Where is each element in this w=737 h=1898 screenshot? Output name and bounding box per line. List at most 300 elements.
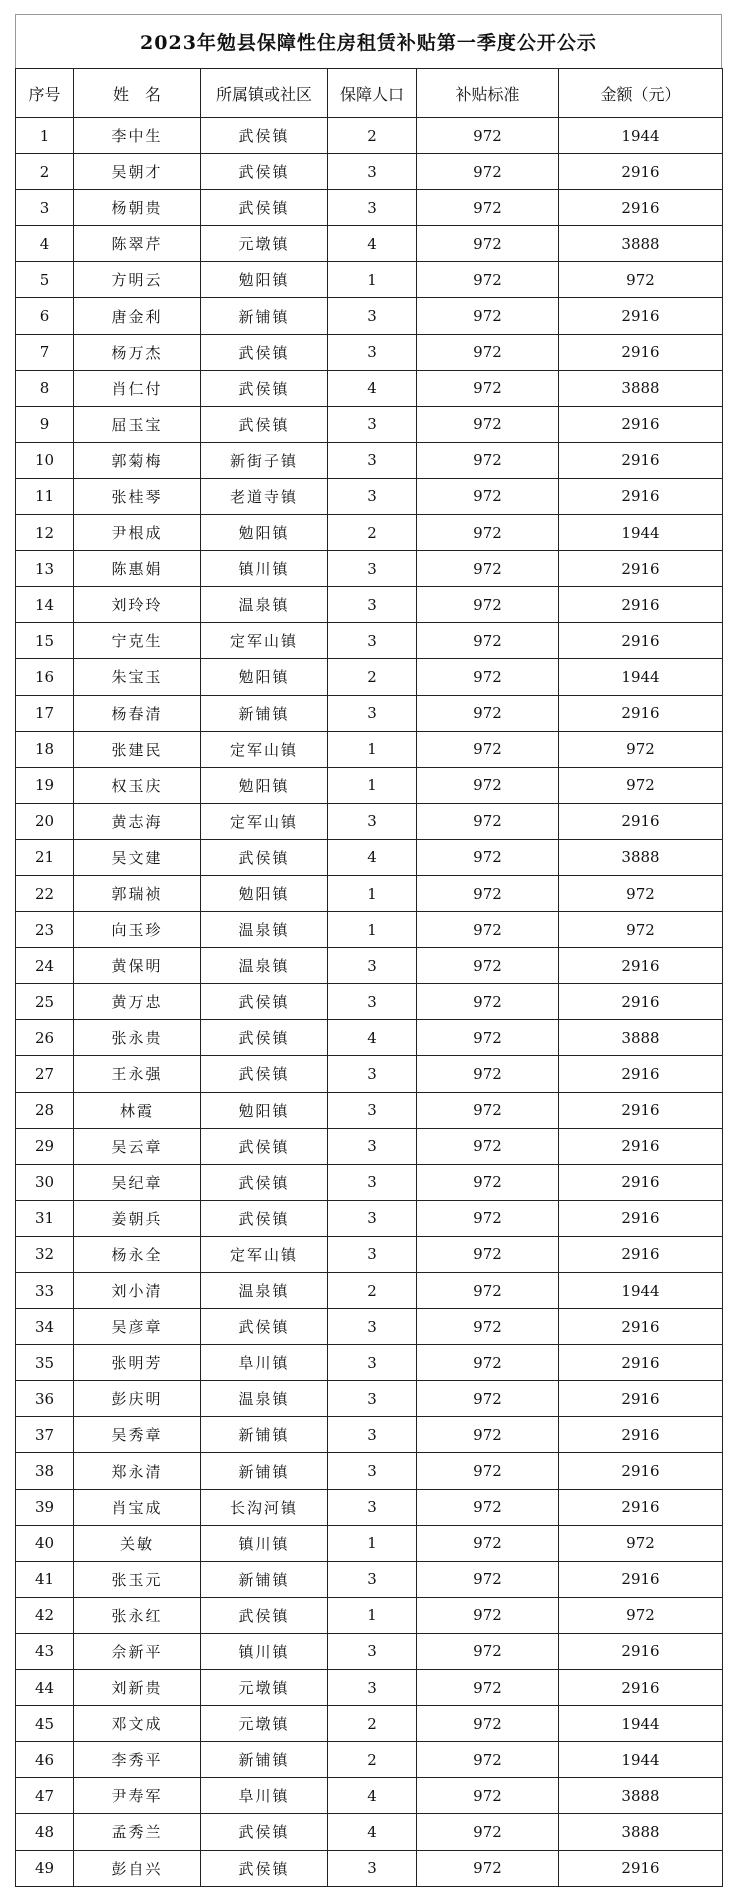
cell-people: 3 — [328, 1164, 417, 1200]
table-row — [16, 1309, 723, 1345]
cell-standard: 972 — [417, 1706, 559, 1742]
table-row — [16, 1597, 723, 1633]
cell-index: 42 — [16, 1597, 74, 1633]
cell-town: 武侯镇 — [201, 839, 328, 875]
cell-people: 3 — [328, 1633, 417, 1669]
table-row — [16, 1417, 723, 1453]
cell-amount: 972 — [559, 912, 723, 948]
cell-people: 3 — [328, 1092, 417, 1128]
table-row — [16, 1525, 723, 1561]
cell-standard: 972 — [417, 1597, 559, 1633]
cell-name: 陈翠芹 — [74, 226, 201, 262]
cell-town: 定军山镇 — [201, 731, 328, 767]
cell-town: 新铺镇 — [201, 298, 328, 334]
cell-people: 3 — [328, 551, 417, 587]
cell-town: 武侯镇 — [201, 118, 328, 154]
cell-standard: 972 — [417, 478, 559, 514]
cell-amount: 2916 — [559, 1417, 723, 1453]
table-row — [16, 226, 723, 262]
cell-town: 武侯镇 — [201, 190, 328, 226]
cell-standard: 972 — [417, 912, 559, 948]
cell-people: 3 — [328, 1381, 417, 1417]
cell-index: 40 — [16, 1525, 74, 1561]
cell-amount: 1944 — [559, 118, 723, 154]
cell-amount: 2916 — [559, 478, 723, 514]
cell-index: 9 — [16, 406, 74, 442]
cell-town: 温泉镇 — [201, 1381, 328, 1417]
cell-name: 张永红 — [74, 1597, 201, 1633]
table-row — [16, 1236, 723, 1272]
cell-standard: 972 — [417, 1092, 559, 1128]
cell-town: 长沟河镇 — [201, 1489, 328, 1525]
table-row — [16, 1850, 723, 1886]
cell-people: 2 — [328, 1273, 417, 1309]
cell-standard: 972 — [417, 1273, 559, 1309]
cell-town: 镇川镇 — [201, 1525, 328, 1561]
cell-amount: 2916 — [559, 1164, 723, 1200]
cell-amount: 2916 — [559, 298, 723, 334]
cell-people: 3 — [328, 984, 417, 1020]
cell-town: 勉阳镇 — [201, 659, 328, 695]
cell-name: 陈惠娟 — [74, 551, 201, 587]
cell-index: 28 — [16, 1092, 74, 1128]
table-row — [16, 948, 723, 984]
cell-amount: 2916 — [559, 1850, 723, 1886]
cell-index: 26 — [16, 1020, 74, 1056]
table-row — [16, 1345, 723, 1381]
cell-town: 温泉镇 — [201, 1273, 328, 1309]
table-row — [16, 875, 723, 911]
cell-standard: 972 — [417, 370, 559, 406]
cell-amount: 2916 — [559, 1345, 723, 1381]
cell-people: 3 — [328, 298, 417, 334]
cell-index: 45 — [16, 1706, 74, 1742]
cell-name: 黄志海 — [74, 803, 201, 839]
table-row — [16, 623, 723, 659]
table-row — [16, 1164, 723, 1200]
cell-people: 1 — [328, 1525, 417, 1561]
cell-people: 3 — [328, 154, 417, 190]
cell-name: 吴文建 — [74, 839, 201, 875]
cell-index: 12 — [16, 515, 74, 551]
cell-name: 刘玲玲 — [74, 587, 201, 623]
table-row — [16, 298, 723, 334]
cell-people: 4 — [328, 1814, 417, 1850]
cell-town: 新街子镇 — [201, 442, 328, 478]
cell-index: 47 — [16, 1778, 74, 1814]
cell-people: 2 — [328, 515, 417, 551]
cell-name: 李秀平 — [74, 1742, 201, 1778]
cell-index: 22 — [16, 875, 74, 911]
cell-index: 49 — [16, 1850, 74, 1886]
cell-amount: 2916 — [559, 587, 723, 623]
cell-standard: 972 — [417, 1164, 559, 1200]
cell-town: 武侯镇 — [201, 154, 328, 190]
cell-town: 镇川镇 — [201, 1633, 328, 1669]
cell-town: 勉阳镇 — [201, 767, 328, 803]
header-index: 序号 — [16, 69, 74, 118]
cell-amount: 2916 — [559, 1236, 723, 1272]
cell-standard: 972 — [417, 1345, 559, 1381]
cell-town: 镇川镇 — [201, 551, 328, 587]
cell-amount: 2916 — [559, 334, 723, 370]
cell-standard: 972 — [417, 1778, 559, 1814]
cell-index: 1 — [16, 118, 74, 154]
table-row — [16, 767, 723, 803]
cell-standard: 972 — [417, 1489, 559, 1525]
header-people: 保障人口 — [328, 69, 417, 118]
cell-people: 3 — [328, 406, 417, 442]
table-row — [16, 1273, 723, 1309]
cell-town: 阜川镇 — [201, 1778, 328, 1814]
cell-index: 5 — [16, 262, 74, 298]
cell-amount: 972 — [559, 1525, 723, 1561]
cell-amount: 3888 — [559, 1020, 723, 1056]
cell-town: 勉阳镇 — [201, 875, 328, 911]
cell-people: 3 — [328, 623, 417, 659]
cell-standard: 972 — [417, 1633, 559, 1669]
cell-index: 33 — [16, 1273, 74, 1309]
cell-town: 新铺镇 — [201, 695, 328, 731]
cell-index: 18 — [16, 731, 74, 767]
table-row — [16, 1561, 723, 1597]
cell-town: 武侯镇 — [201, 1128, 328, 1164]
cell-amount: 2916 — [559, 442, 723, 478]
cell-standard: 972 — [417, 1850, 559, 1886]
cell-name: 向玉珍 — [74, 912, 201, 948]
cell-name: 张明芳 — [74, 1345, 201, 1381]
cell-amount: 2916 — [559, 1489, 723, 1525]
cell-people: 2 — [328, 1706, 417, 1742]
cell-amount: 2916 — [559, 406, 723, 442]
cell-people: 1 — [328, 1597, 417, 1633]
cell-amount: 972 — [559, 262, 723, 298]
cell-standard: 972 — [417, 1453, 559, 1489]
cell-standard: 972 — [417, 1200, 559, 1236]
cell-name: 张桂琴 — [74, 478, 201, 514]
cell-town: 武侯镇 — [201, 1814, 328, 1850]
cell-index: 41 — [16, 1561, 74, 1597]
cell-standard: 972 — [417, 190, 559, 226]
cell-index: 24 — [16, 948, 74, 984]
cell-people: 1 — [328, 731, 417, 767]
cell-index: 43 — [16, 1633, 74, 1669]
cell-index: 8 — [16, 370, 74, 406]
cell-index: 6 — [16, 298, 74, 334]
cell-name: 吴云章 — [74, 1128, 201, 1164]
cell-town: 温泉镇 — [201, 948, 328, 984]
cell-standard: 972 — [417, 1742, 559, 1778]
table-row — [16, 912, 723, 948]
cell-standard: 972 — [417, 298, 559, 334]
cell-index: 4 — [16, 226, 74, 262]
cell-standard: 972 — [417, 875, 559, 911]
cell-standard: 972 — [417, 695, 559, 731]
cell-name: 权玉庆 — [74, 767, 201, 803]
cell-amount: 972 — [559, 875, 723, 911]
cell-name: 杨春清 — [74, 695, 201, 731]
cell-standard: 972 — [417, 515, 559, 551]
cell-standard: 972 — [417, 262, 559, 298]
table-row — [16, 1020, 723, 1056]
table-row — [16, 695, 723, 731]
table-row — [16, 1200, 723, 1236]
cell-standard: 972 — [417, 984, 559, 1020]
cell-amount: 2916 — [559, 695, 723, 731]
cell-people: 3 — [328, 948, 417, 984]
cell-standard: 972 — [417, 803, 559, 839]
table-row — [16, 370, 723, 406]
cell-name: 杨万杰 — [74, 334, 201, 370]
cell-people: 3 — [328, 1236, 417, 1272]
cell-amount: 3888 — [559, 226, 723, 262]
cell-town: 温泉镇 — [201, 587, 328, 623]
cell-index: 13 — [16, 551, 74, 587]
cell-index: 19 — [16, 767, 74, 803]
cell-standard: 972 — [417, 731, 559, 767]
cell-index: 16 — [16, 659, 74, 695]
cell-name: 尹寿军 — [74, 1778, 201, 1814]
cell-standard: 972 — [417, 226, 559, 262]
cell-name: 郑永清 — [74, 1453, 201, 1489]
cell-people: 3 — [328, 803, 417, 839]
cell-name: 郭瑞祯 — [74, 875, 201, 911]
cell-town: 武侯镇 — [201, 1164, 328, 1200]
table-row — [16, 1706, 723, 1742]
cell-standard: 972 — [417, 1561, 559, 1597]
table-row — [16, 1092, 723, 1128]
cell-town: 武侯镇 — [201, 1056, 328, 1092]
cell-standard: 972 — [417, 406, 559, 442]
cell-name: 黄保明 — [74, 948, 201, 984]
cell-name: 彭庆明 — [74, 1381, 201, 1417]
cell-standard: 972 — [417, 1381, 559, 1417]
cell-people: 3 — [328, 695, 417, 731]
cell-name: 邓文成 — [74, 1706, 201, 1742]
cell-amount: 2916 — [559, 154, 723, 190]
cell-name: 杨朝贵 — [74, 190, 201, 226]
cell-index: 34 — [16, 1309, 74, 1345]
cell-index: 25 — [16, 984, 74, 1020]
cell-standard: 972 — [417, 1020, 559, 1056]
cell-amount: 2916 — [559, 623, 723, 659]
cell-index: 39 — [16, 1489, 74, 1525]
table-row — [16, 406, 723, 442]
cell-town: 元墩镇 — [201, 226, 328, 262]
cell-town: 勉阳镇 — [201, 1092, 328, 1128]
table-row — [16, 515, 723, 551]
cell-name: 朱宝玉 — [74, 659, 201, 695]
cell-standard: 972 — [417, 767, 559, 803]
table-row — [16, 118, 723, 154]
header-name: 姓 名 — [74, 69, 201, 118]
cell-amount: 972 — [559, 731, 723, 767]
cell-town: 元墩镇 — [201, 1706, 328, 1742]
cell-index: 44 — [16, 1670, 74, 1706]
cell-name: 郭菊梅 — [74, 442, 201, 478]
cell-town: 新铺镇 — [201, 1417, 328, 1453]
cell-town: 武侯镇 — [201, 1309, 328, 1345]
cell-amount: 2916 — [559, 1200, 723, 1236]
cell-town: 定军山镇 — [201, 623, 328, 659]
cell-name: 杨永全 — [74, 1236, 201, 1272]
cell-town: 定军山镇 — [201, 803, 328, 839]
cell-name: 刘新贵 — [74, 1670, 201, 1706]
cell-name: 尹根成 — [74, 515, 201, 551]
cell-standard: 972 — [417, 551, 559, 587]
cell-town: 元墩镇 — [201, 1670, 328, 1706]
cell-index: 20 — [16, 803, 74, 839]
cell-people: 3 — [328, 1670, 417, 1706]
cell-people: 3 — [328, 1850, 417, 1886]
table-row — [16, 731, 723, 767]
table-row — [16, 1381, 723, 1417]
table-row — [16, 587, 723, 623]
cell-town: 武侯镇 — [201, 370, 328, 406]
cell-people: 3 — [328, 478, 417, 514]
cell-amount: 2916 — [559, 1561, 723, 1597]
subsidy-table — [15, 68, 723, 1887]
cell-name: 吴秀章 — [74, 1417, 201, 1453]
cell-standard: 972 — [417, 118, 559, 154]
cell-name: 林霞 — [74, 1092, 201, 1128]
cell-town: 武侯镇 — [201, 1020, 328, 1056]
table-row — [16, 984, 723, 1020]
table-row — [16, 1814, 723, 1850]
cell-name: 吴朝才 — [74, 154, 201, 190]
cell-index: 7 — [16, 334, 74, 370]
header-standard: 补贴标准 — [417, 69, 559, 118]
cell-name: 张永贵 — [74, 1020, 201, 1056]
cell-standard: 972 — [417, 1309, 559, 1345]
table-row — [16, 1633, 723, 1669]
table-row — [16, 839, 723, 875]
table-row — [16, 551, 723, 587]
cell-people: 1 — [328, 875, 417, 911]
cell-town: 武侯镇 — [201, 984, 328, 1020]
cell-people: 4 — [328, 1020, 417, 1056]
cell-people: 1 — [328, 767, 417, 803]
cell-name: 黄万忠 — [74, 984, 201, 1020]
cell-town: 武侯镇 — [201, 1597, 328, 1633]
cell-town: 新铺镇 — [201, 1561, 328, 1597]
cell-index: 11 — [16, 478, 74, 514]
cell-standard: 972 — [417, 1670, 559, 1706]
cell-people: 4 — [328, 226, 417, 262]
cell-town: 温泉镇 — [201, 912, 328, 948]
cell-people: 3 — [328, 190, 417, 226]
cell-people: 3 — [328, 1200, 417, 1236]
cell-amount: 2916 — [559, 190, 723, 226]
cell-people: 2 — [328, 1742, 417, 1778]
table-row — [16, 442, 723, 478]
cell-index: 38 — [16, 1453, 74, 1489]
cell-people: 2 — [328, 118, 417, 154]
cell-town: 勉阳镇 — [201, 262, 328, 298]
cell-name: 吴彦章 — [74, 1309, 201, 1345]
cell-amount: 3888 — [559, 1778, 723, 1814]
cell-people: 3 — [328, 1128, 417, 1164]
cell-people: 3 — [328, 1561, 417, 1597]
cell-amount: 2916 — [559, 551, 723, 587]
cell-people: 3 — [328, 1056, 417, 1092]
cell-people: 3 — [328, 442, 417, 478]
cell-index: 35 — [16, 1345, 74, 1381]
cell-index: 10 — [16, 442, 74, 478]
cell-name: 姜朝兵 — [74, 1200, 201, 1236]
cell-town: 新铺镇 — [201, 1453, 328, 1489]
cell-amount: 1944 — [559, 515, 723, 551]
cell-name: 彭自兴 — [74, 1850, 201, 1886]
cell-amount: 3888 — [559, 1814, 723, 1850]
cell-town: 阜川镇 — [201, 1345, 328, 1381]
cell-index: 27 — [16, 1056, 74, 1092]
cell-people: 4 — [328, 839, 417, 875]
table-header-row — [16, 69, 723, 118]
header-amount: 金额（元） — [559, 69, 723, 118]
cell-standard: 972 — [417, 1236, 559, 1272]
document-title: 2023年勉县保障性住房租赁补贴第一季度公开公示 — [15, 14, 722, 68]
cell-name: 关敏 — [74, 1525, 201, 1561]
cell-people: 3 — [328, 334, 417, 370]
table-row — [16, 659, 723, 695]
cell-people: 4 — [328, 1778, 417, 1814]
cell-town: 武侯镇 — [201, 1200, 328, 1236]
table-row — [16, 1742, 723, 1778]
cell-name: 屈玉宝 — [74, 406, 201, 442]
cell-standard: 972 — [417, 1128, 559, 1164]
cell-amount: 2916 — [559, 1633, 723, 1669]
cell-index: 37 — [16, 1417, 74, 1453]
table-row — [16, 478, 723, 514]
cell-standard: 972 — [417, 623, 559, 659]
cell-people: 3 — [328, 1309, 417, 1345]
cell-name: 李中生 — [74, 118, 201, 154]
cell-people: 4 — [328, 370, 417, 406]
cell-index: 23 — [16, 912, 74, 948]
cell-amount: 3888 — [559, 370, 723, 406]
table-row — [16, 1453, 723, 1489]
cell-name: 张建民 — [74, 731, 201, 767]
cell-standard: 972 — [417, 334, 559, 370]
cell-amount: 2916 — [559, 984, 723, 1020]
cell-name: 吴纪章 — [74, 1164, 201, 1200]
cell-town: 新铺镇 — [201, 1742, 328, 1778]
cell-people: 3 — [328, 1345, 417, 1381]
cell-people: 3 — [328, 587, 417, 623]
cell-name: 唐金利 — [74, 298, 201, 334]
cell-name: 肖宝成 — [74, 1489, 201, 1525]
cell-amount: 2916 — [559, 1056, 723, 1092]
cell-index: 3 — [16, 190, 74, 226]
cell-index: 36 — [16, 1381, 74, 1417]
cell-amount: 2916 — [559, 1453, 723, 1489]
cell-amount: 972 — [559, 1597, 723, 1633]
cell-people: 3 — [328, 1417, 417, 1453]
cell-town: 老道寺镇 — [201, 478, 328, 514]
cell-town: 武侯镇 — [201, 1850, 328, 1886]
table-row — [16, 1778, 723, 1814]
cell-people: 3 — [328, 1453, 417, 1489]
cell-name: 肖仁付 — [74, 370, 201, 406]
table-row — [16, 803, 723, 839]
cell-standard: 972 — [417, 587, 559, 623]
cell-standard: 972 — [417, 442, 559, 478]
cell-standard: 972 — [417, 1814, 559, 1850]
cell-index: 14 — [16, 587, 74, 623]
cell-amount: 2916 — [559, 1309, 723, 1345]
cell-amount: 1944 — [559, 1742, 723, 1778]
